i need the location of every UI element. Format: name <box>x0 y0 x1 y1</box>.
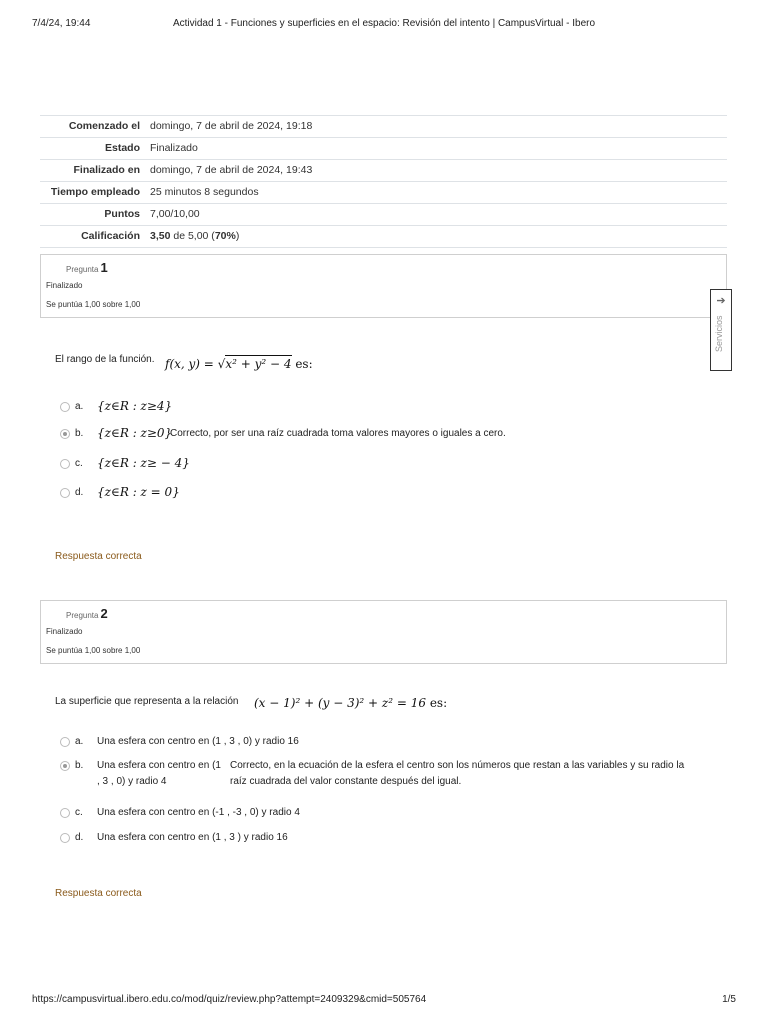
summary-value: domingo, 7 de abril de 2024, 19:43 <box>150 164 313 176</box>
option-text-line2: , 3 , 0) y radio 4 <box>97 776 167 787</box>
question-number-value: 2 <box>100 606 108 621</box>
summary-label: Finalizado en <box>73 164 140 176</box>
radio-button[interactable] <box>60 402 70 412</box>
option-feedback: Correcto, por ser una raíz cuadrada toma valores mayores o iguales a cero. <box>170 428 506 439</box>
summary-value <box>150 226 727 248</box>
summary-row <box>40 182 727 204</box>
answer-option-a[interactable] <box>60 736 720 752</box>
summary-label: Tiempo empleado <box>50 186 140 198</box>
answer-option-b[interactable] <box>60 760 720 792</box>
question-grade: Se puntúa 1,00 sobre 1,00 <box>46 300 141 309</box>
print-url: https://campusvirtual.ibero.edu.co/mod/quiz/review.php?attempt=2409329&cmid=505764 <box>32 994 427 1005</box>
radio-button-checked[interactable] <box>60 761 70 771</box>
summary-row <box>40 116 727 138</box>
option-letter: a. <box>75 401 84 412</box>
servicios-label: Servicios <box>714 315 724 352</box>
summary-row <box>40 226 727 248</box>
option-math: {z∈R : z≥0} <box>97 426 173 440</box>
sqrt-sign-icon: √ <box>217 357 226 371</box>
equation-suffix: es: <box>429 696 448 710</box>
option-feedback-line2: raíz cuadrada del valor constante después del igual. <box>230 776 462 787</box>
print-footer <box>32 994 736 1008</box>
option-letter: c. <box>75 807 83 818</box>
print-page-number: 1/5 <box>722 994 736 1005</box>
right-answer-text-2: Respuesta correcta <box>55 888 142 899</box>
equation-lhs: f(x, y) = <box>165 357 218 371</box>
option-letter: d. <box>75 487 84 498</box>
option-feedback-line1: Correcto, en la ecuación de la esfera el centro son los números que restan a las variables y su radio la <box>230 760 685 771</box>
option-text: Una esfera con centro en (1 , 3 ) y radio 16 <box>97 832 288 843</box>
answer-option-b[interactable] <box>60 428 720 444</box>
option-math: {z∈R : z≥4} <box>97 399 173 413</box>
equation-radicand: x² + y² − 4 <box>225 357 292 371</box>
question-equation-1 <box>165 357 313 371</box>
servicios-drawer-toggle[interactable] <box>710 289 732 371</box>
summary-label: Calificación <box>81 230 140 242</box>
option-math: {z∈R : z≥ − 4} <box>97 456 190 470</box>
option-text-line1: Una esfera con centro en (1 <box>97 760 221 771</box>
summary-row <box>40 138 727 160</box>
question-info-2 <box>40 600 727 664</box>
radio-button[interactable] <box>60 737 70 747</box>
question-number <box>66 260 108 275</box>
arrow-right-icon: ➔ <box>716 295 726 307</box>
answer-option-d[interactable] <box>60 832 720 848</box>
question-number <box>66 606 108 621</box>
print-page-title: Actividad 1 - Funciones y superficies en el espacio: Revisión del intento | CampusVirtual - Ibero <box>172 18 596 29</box>
radio-button[interactable] <box>60 808 70 818</box>
question-grade: Se puntúa 1,00 sobre 1,00 <box>46 646 141 655</box>
option-math: {z∈R : z = 0} <box>97 485 180 499</box>
summary-value: domingo, 7 de abril de 2024, 19:18 <box>150 120 313 132</box>
option-letter: a. <box>75 736 84 747</box>
grade-close: ) <box>235 230 240 242</box>
option-text: Una esfera con centro en (-1 , -3 , 0) y radio 4 <box>97 807 300 818</box>
question-state: Finalizado <box>46 281 83 290</box>
print-timestamp: 7/4/24, 19:44 <box>32 18 91 29</box>
print-header <box>32 18 736 32</box>
answer-option-d[interactable] <box>60 487 720 503</box>
answer-option-c[interactable] <box>60 458 720 474</box>
radio-button[interactable] <box>60 488 70 498</box>
right-answer-text-1: Respuesta correcta <box>55 551 142 562</box>
question-label: Pregunta <box>66 265 99 274</box>
option-letter: c. <box>75 458 83 469</box>
answer-option-c[interactable] <box>60 807 720 823</box>
grade-score: 3,50 <box>150 230 171 242</box>
question-state: Finalizado <box>46 627 83 636</box>
equation-suffix: es: <box>295 357 313 371</box>
option-letter: d. <box>75 832 84 843</box>
summary-value: 25 minutos 8 segundos <box>150 186 259 198</box>
grade-percent: 70% <box>214 230 236 242</box>
radio-button[interactable] <box>60 459 70 469</box>
summary-label: Comenzado el <box>68 120 140 132</box>
radio-button-checked[interactable] <box>60 429 70 439</box>
summary-label: Puntos <box>104 208 140 220</box>
equation-expression: (x − 1)² + (y − 3)² + z² = 16 <box>254 696 426 710</box>
summary-value: Finalizado <box>150 142 198 154</box>
question-info-1 <box>40 254 727 318</box>
question-label: Pregunta <box>66 611 99 620</box>
grade-of: de 5,00 ( <box>170 230 215 242</box>
option-letter: b. <box>75 428 84 439</box>
option-text: Una esfera con centro en (1 , 3 , 0) y radio 16 <box>97 736 299 747</box>
summary-row <box>40 204 727 226</box>
summary-label: Estado <box>104 142 140 154</box>
radio-button[interactable] <box>60 833 70 843</box>
question-text-1: El rango de la función. <box>55 354 155 365</box>
option-letter: b. <box>75 760 84 771</box>
question-text-2: La superficie que representa a la relación <box>55 696 239 707</box>
attempt-summary-table <box>40 115 727 248</box>
question-equation-2 <box>254 696 447 710</box>
answer-option-a[interactable] <box>60 401 720 417</box>
question-number-value: 1 <box>100 260 108 275</box>
summary-row <box>40 160 727 182</box>
summary-value: 7,00/10,00 <box>150 208 200 220</box>
